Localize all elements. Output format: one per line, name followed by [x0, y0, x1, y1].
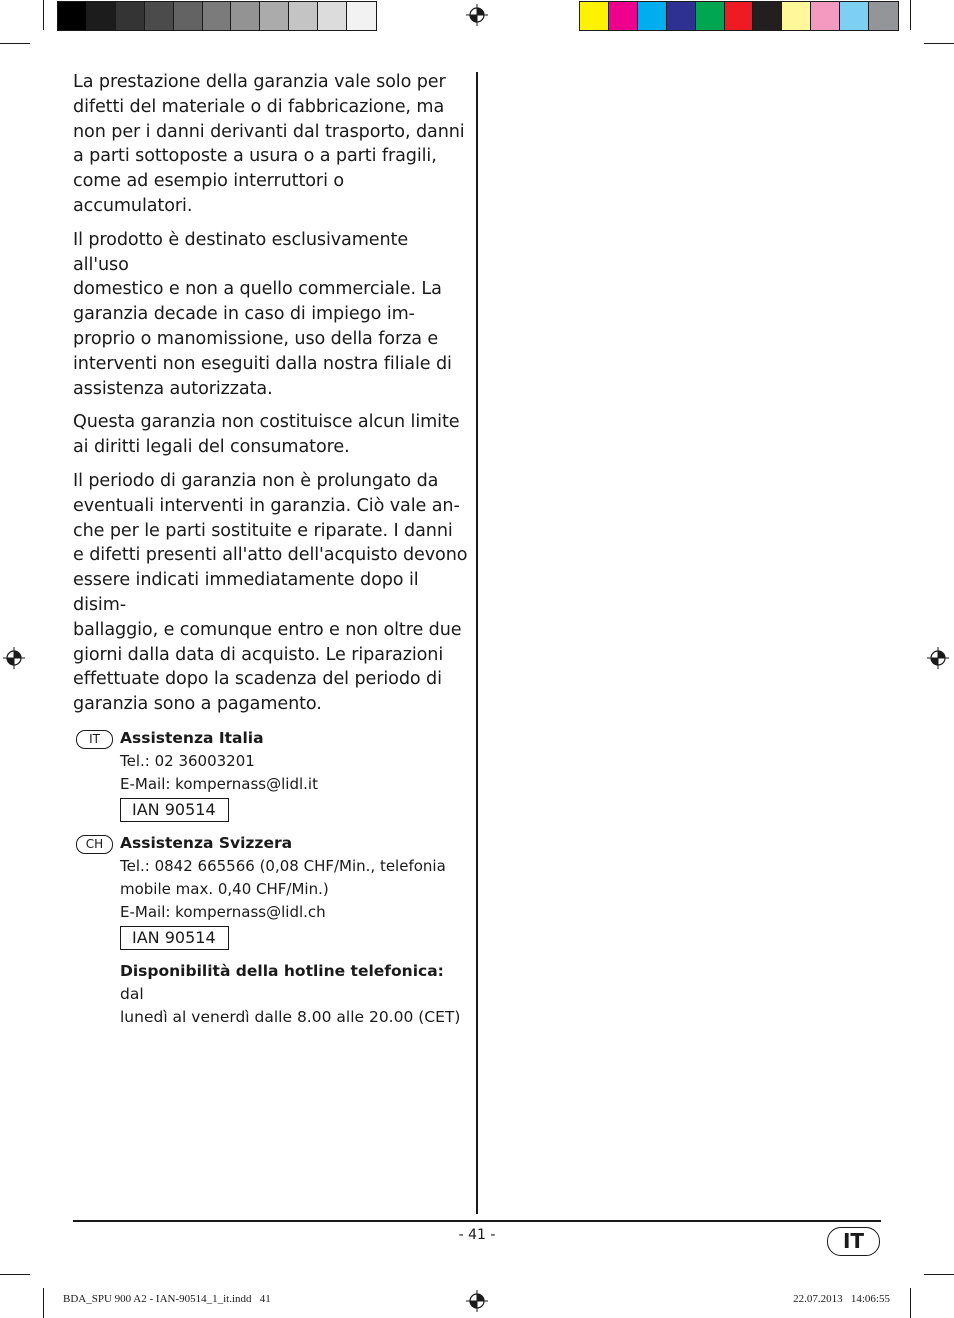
footer-rule	[73, 1220, 881, 1222]
crop-mark	[924, 43, 954, 44]
paragraph: Il prodotto è destinato esclusivamente all'uso domestico e non a quello commerciale. La garanzia decade in caso di impiego im- proprio o manomissione, uso della forza e interventi non eseguiti dalla nostra filiale di assistenza autorizzata.	[73, 229, 452, 399]
registration-mark-icon	[927, 647, 949, 669]
service-email: E-Mail: kompernass@lidl.it	[120, 774, 318, 793]
slug-timestamp: 22.07.2013 14:06:55	[793, 1293, 890, 1305]
hotline-hours: lunedì al venerdì dalle 8.00 alle 20.00 (CET)	[120, 1007, 461, 1026]
slug-filename: BDA_SPU 900 A2 - IAN-90514_1_it.indd 41	[63, 1293, 271, 1305]
crop-mark	[43, 0, 44, 30]
color-swatch	[174, 2, 203, 30]
registration-mark-icon	[3, 647, 25, 669]
color-swatch	[116, 2, 145, 30]
crop-mark	[910, 1288, 911, 1318]
color-swatch	[725, 2, 754, 30]
service-switzerland	[73, 832, 468, 1029]
crop-mark	[0, 43, 30, 44]
column-divider	[476, 72, 478, 1214]
paragraph: Il periodo di garanzia non è prolungato da eventuali interventi in garanzia. Ciò vale an- che per le parti sostituite e riparate. I danni e difetti presenti all'atto dell'acquisto devono essere indicati immediatamente dopo il disim- ballaggio, e comunque entro e non oltre due giorni dalla data di acquisto. Le riparazioni effettuate dopo la scadenza del periodo di garanzia sono a pagamento.	[73, 470, 468, 715]
country-code-badge: CH	[76, 835, 113, 854]
color-swatch	[231, 2, 260, 30]
color-swatch	[840, 2, 869, 30]
hotline-label: Disponibilità della hotline telefonica:	[120, 961, 444, 980]
color-swatch	[58, 2, 87, 30]
service-email: E-Mail: kompernass@lidl.ch	[120, 902, 326, 921]
paragraph: La prestazione della garanzia vale solo per difetti del materiale o di fabbricazione, ma non per i danni derivanti dal trasporto, danni a parti sottoposte a usura o a parti fragili, come ad esempio interruttori o accumulatori.	[73, 72, 465, 216]
service-title: Assistenza Italia	[120, 728, 264, 747]
service-contacts	[73, 727, 468, 1029]
ian-box: IAN 90514	[120, 798, 229, 822]
crop-mark	[924, 1274, 954, 1275]
process-color-bar	[579, 1, 899, 31]
service-phone: Tel.: 0842 665566 (0,08 CHF/Min., telefonia	[120, 856, 446, 875]
service-italy	[73, 727, 468, 826]
color-swatch	[638, 2, 667, 30]
color-swatch	[869, 2, 898, 30]
color-swatch	[667, 2, 696, 30]
color-swatch	[782, 2, 811, 30]
registration-mark-icon	[466, 1290, 488, 1312]
color-swatch	[811, 2, 840, 30]
crop-mark	[43, 1288, 44, 1318]
grayscale-color-bar	[57, 1, 377, 31]
ian-box: IAN 90514	[120, 926, 229, 950]
service-phone: Tel.: 02 36003201	[120, 751, 255, 770]
color-swatch	[580, 2, 609, 30]
service-title: Assistenza Svizzera	[120, 833, 293, 852]
color-swatch	[145, 2, 174, 30]
page-number: - 41 -	[458, 1227, 496, 1243]
country-code-badge: IT	[76, 730, 113, 749]
color-swatch	[753, 2, 782, 30]
registration-mark-icon	[466, 4, 488, 26]
color-swatch	[696, 2, 725, 30]
hotline-text: dal	[120, 984, 144, 1003]
color-swatch	[289, 2, 318, 30]
warranty-text-column	[73, 70, 468, 1029]
paragraph: Questa garanzia non costituisce alcun limite ai diritti legali del consumatore.	[73, 412, 460, 458]
color-swatch	[203, 2, 232, 30]
language-badge: IT	[827, 1227, 880, 1256]
color-swatch	[347, 2, 376, 30]
color-swatch	[609, 2, 638, 30]
crop-mark	[0, 1274, 30, 1275]
crop-mark	[910, 0, 911, 30]
color-swatch	[318, 2, 347, 30]
color-swatch	[260, 2, 289, 30]
hotline-info	[120, 960, 468, 1029]
color-swatch	[87, 2, 116, 30]
service-phone-cont: mobile max. 0,40 CHF/Min.)	[120, 879, 329, 898]
